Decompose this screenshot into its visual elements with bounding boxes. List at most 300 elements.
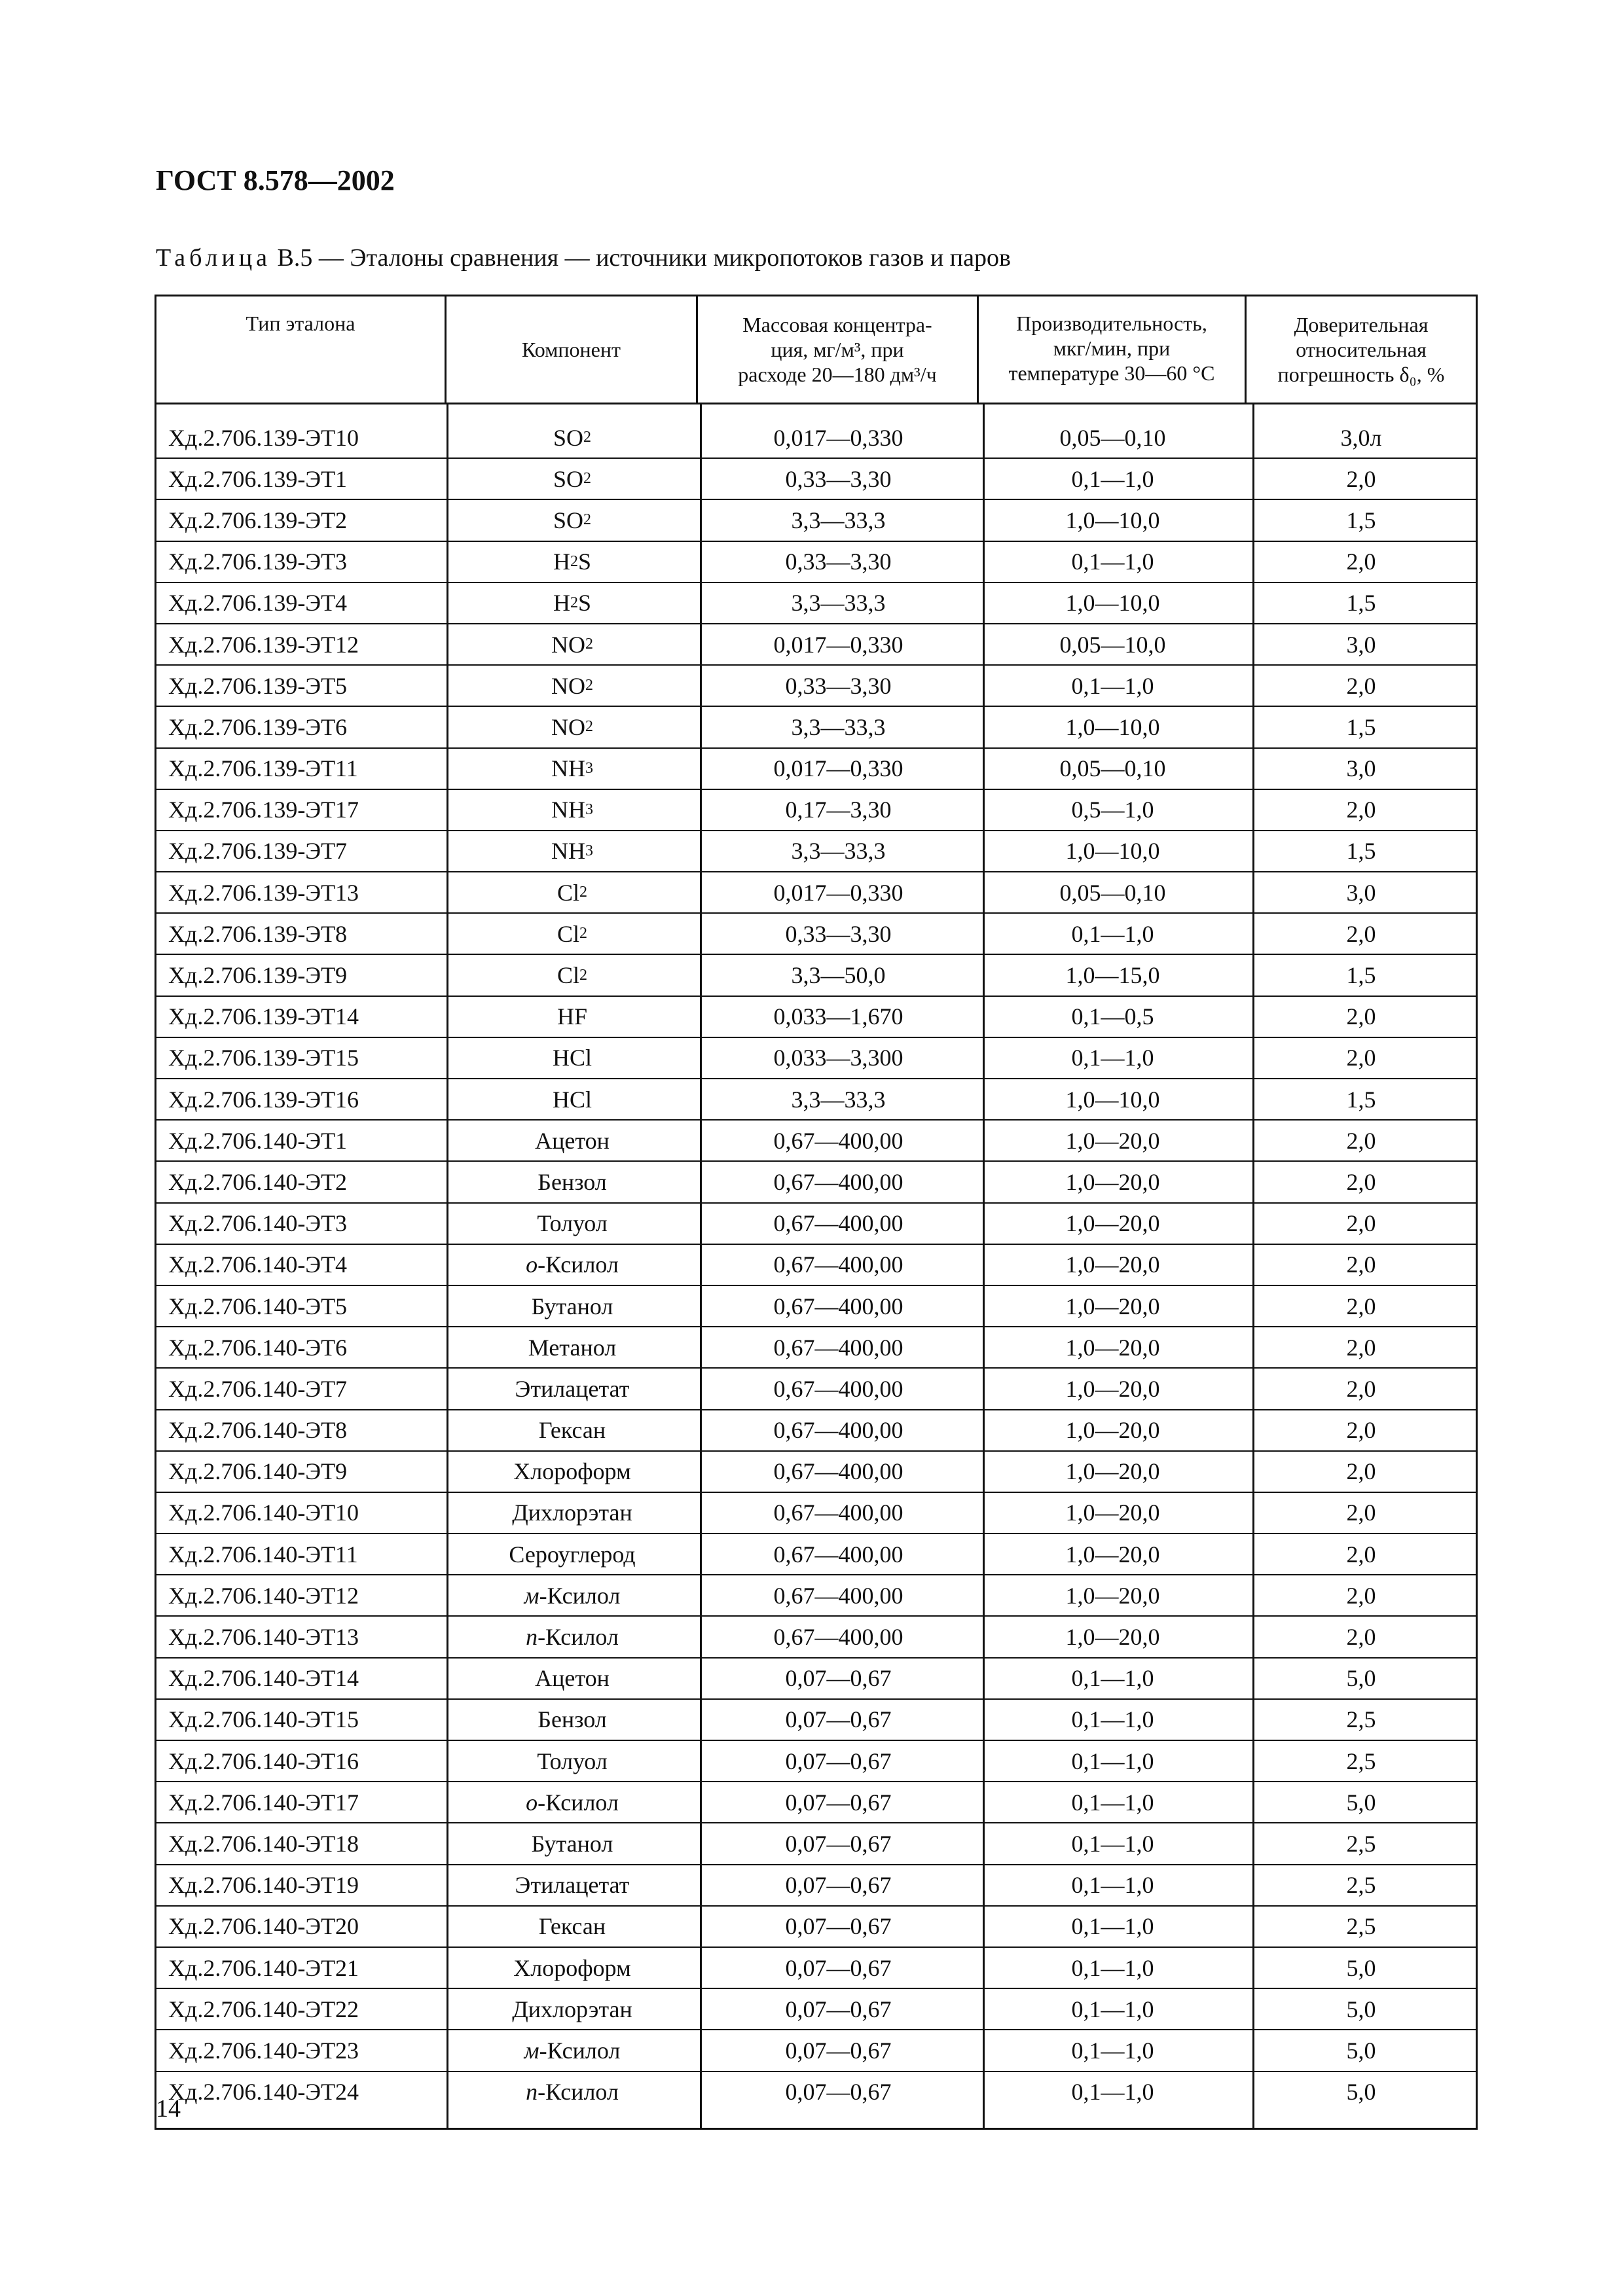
cell-type: Хд.2.706.140-ЭТ18 [168,1830,359,1857]
component-name: Гексан [538,1913,606,1940]
cell-type: Хд.2.706.140-ЭТ12 [168,1582,359,1609]
table-row [156,1907,1476,1948]
cell-type: Хд.2.706.140-ЭТ1 [168,1127,348,1154]
cell-component [447,1452,698,1492]
cell-type: Хд.2.706.139-ЭТ1 [168,465,348,492]
component-name: Cl [556,920,579,947]
table-row [156,418,1476,459]
component-name: SO [553,424,584,451]
cell-component [447,1989,698,2029]
cell-productivity: 0,1—1,0 [1071,548,1154,575]
cell-concentration: 0,67—400,00 [773,1499,903,1526]
cell-error: 2,5 [1346,1830,1376,1857]
cell-component [447,542,698,582]
cell-concentration: 0,67—400,00 [773,1624,903,1651]
cell-concentration: 0,07—0,67 [785,1954,892,1981]
component-name: SO [553,507,584,533]
cell-component [447,1121,698,1160]
component-subscript: 3 [585,800,593,818]
component-name: Хлороформ [513,1954,631,1981]
cell-type: Хд.2.706.140-ЭТ5 [168,1293,348,1319]
cell-productivity: 1,0—20,0 [1065,1293,1160,1319]
component-name: Бутанол [531,1293,613,1319]
cell-concentration: 0,67—400,00 [773,1127,903,1154]
component-subscript: 2 [579,966,587,984]
cell-concentration: 0,07—0,67 [785,2079,892,2106]
component-name: Толуол [537,1748,608,1774]
cell-concentration: 0,07—0,67 [785,1913,892,1940]
cell-component [447,1410,698,1450]
table-row [156,1327,1476,1369]
cell-productivity: 1,0—10,0 [1065,1086,1160,1113]
cell-productivity: 0,1—1,0 [1071,1665,1154,1692]
cell-concentration: 0,017—0,330 [773,879,903,906]
cell-concentration: 0,67—400,00 [773,1334,903,1361]
cell-component [447,955,698,995]
cell-component [447,2072,698,2112]
table-row [156,1286,1476,1327]
cell-concentration: 0,07—0,67 [785,1830,892,1857]
table-row [156,2030,1476,2072]
component-subscript: 2 [583,470,592,488]
cell-productivity: 0,1—1,0 [1071,1748,1154,1774]
cell-component [447,1782,698,1822]
header-productivity [979,296,1247,403]
cell-type: Хд.2.706.139-ЭТ14 [168,1003,359,1030]
component-name: NO [551,672,585,699]
cell-type: Хд.2.706.140-ЭТ10 [168,1499,359,1526]
component-subscript: 3 [585,759,593,777]
cell-component [447,1079,698,1119]
header-error-line-1: Доверительная [1294,313,1429,336]
cell-concentration: 3,3—33,3 [791,590,886,617]
component-prefix: п [526,1624,538,1651]
component-name: Сероуглерод [509,1541,636,1568]
component-name: HCl [552,1045,592,1071]
cell-productivity: 1,0—20,0 [1065,1582,1160,1609]
cell-type: Хд.2.706.139-ЭТ9 [168,962,348,989]
cell-type: Хд.2.706.140-ЭТ7 [168,1375,348,1402]
cell-productivity: 1,0—20,0 [1065,1251,1160,1278]
cell-productivity: 1,0—10,0 [1065,507,1160,533]
table-row [156,1369,1476,1410]
cell-error: 2,0 [1346,548,1376,575]
cell-concentration: 0,07—0,67 [785,2037,892,2064]
component-subscript: 2 [570,594,578,611]
table-caption [156,243,1011,272]
cell-type: Хд.2.706.139-ЭТ5 [168,672,348,699]
cell-type: Хд.2.706.139-ЭТ16 [168,1086,359,1113]
component-prefix: п [526,2079,538,2106]
table-row [156,707,1476,748]
cell-productivity: 0,1—1,0 [1071,2079,1154,2106]
cell-component [447,997,698,1037]
table-row [156,790,1476,831]
header-component: Компонент [447,296,698,403]
cell-type: Хд.2.706.139-ЭТ17 [168,797,359,823]
cell-concentration: 0,07—0,67 [785,1706,892,1733]
cell-component [447,1700,698,1740]
cell-concentration: 0,67—400,00 [773,1293,903,1319]
cell-productivity: 0,1—1,0 [1071,1789,1154,1816]
component-name: Этилацетат [515,1872,630,1899]
cell-error: 2,5 [1346,1748,1376,1774]
cell-productivity: 1,0—20,0 [1065,1541,1160,1568]
table-row [156,583,1476,624]
cell-type: Хд.2.706.140-ЭТ15 [168,1706,359,1733]
component-name: -Ксилол [538,2079,619,2106]
header-error [1247,296,1476,403]
cell-error: 1,5 [1346,1086,1376,1113]
component-name: Метанол [528,1334,617,1361]
cell-type: Хд.2.706.140-ЭТ11 [168,1541,358,1568]
cell-productivity: 1,0—10,0 [1065,590,1160,617]
cell-productivity: 0,05—0,10 [1059,879,1166,906]
component-tail: S [577,590,592,617]
table-row [156,914,1476,955]
cell-component [447,1865,698,1905]
table-row [156,542,1476,583]
cell-error: 2,0 [1346,1127,1376,1154]
cell-type: Хд.2.706.140-ЭТ22 [168,1996,359,2022]
header-productivity-line-3: температуре 30—60 °С [1008,361,1215,385]
cell-component [447,831,698,871]
cell-component [447,1204,698,1244]
cell-concentration: 0,07—0,67 [785,1665,892,1692]
cell-concentration: 3,3—33,3 [791,1086,886,1113]
cell-type: Хд.2.706.140-ЭТ16 [168,1748,359,1774]
table-body [156,404,1476,2128]
component-subscript: 2 [585,718,593,736]
cell-type: Хд.2.706.139-ЭТ12 [168,631,359,658]
cell-component [447,1948,698,1988]
cell-error: 3,0 [1346,631,1376,658]
cell-productivity: 1,0—10,0 [1065,838,1160,865]
cell-component [447,418,698,457]
component-prefix: о [526,1251,538,1278]
component-name: HF [556,1003,588,1030]
cell-error: 5,0 [1346,1996,1376,2022]
cell-component [447,2030,698,2070]
table-row [156,666,1476,707]
cell-concentration: 3,3—50,0 [791,962,886,989]
cell-concentration: 0,017—0,330 [773,755,903,782]
cell-error: 2,0 [1346,672,1376,699]
cell-productivity: 0,1—1,0 [1071,2037,1154,2064]
cell-productivity: 0,1—1,0 [1071,1996,1154,2022]
table-row [156,955,1476,996]
cell-type: Хд.2.706.140-ЭТ9 [168,1458,348,1485]
header-concentration-line-2: ция, мг/м³, при [771,338,904,361]
cell-concentration: 0,33—3,30 [785,465,892,492]
cell-error: 2,5 [1346,1913,1376,1940]
cell-error: 2,0 [1346,1458,1376,1485]
cell-productivity: 0,1—1,0 [1071,1830,1154,1857]
cell-component [447,914,698,954]
table-row [156,1038,1476,1079]
cell-type: Хд.2.706.140-ЭТ23 [168,2037,359,2064]
table-row [156,1823,1476,1865]
cell-error: 5,0 [1346,2079,1376,2106]
cell-concentration: 0,33—3,30 [785,920,892,947]
cell-productivity: 0,1—1,0 [1071,1954,1154,1981]
cell-type: Хд.2.706.139-ЭТ13 [168,879,359,906]
cell-concentration: 0,07—0,67 [785,1996,892,2022]
cell-component [447,707,698,747]
component-name: NH [551,755,585,782]
cell-concentration: 0,07—0,67 [785,1748,892,1774]
cell-type: Хд.2.706.140-ЭТ20 [168,1913,359,1940]
cell-type: Хд.2.706.140-ЭТ19 [168,1872,359,1899]
cell-component [447,1907,698,1946]
cell-component [447,459,698,499]
component-name: NH [551,797,585,823]
component-prefix: м [524,2037,539,2064]
cell-error: 1,5 [1346,590,1376,617]
component-name: Бутанол [531,1830,613,1857]
component-name: Бензол [538,1168,607,1195]
table-row [156,1410,1476,1452]
component-name: Cl [556,879,579,906]
cell-error: 2,0 [1346,920,1376,947]
cell-productivity: 0,1—1,0 [1071,1045,1154,1071]
cell-error: 1,5 [1346,713,1376,740]
cell-component [447,1038,698,1078]
table-row [156,2072,1476,2112]
component-subscript: 2 [583,511,592,529]
cell-type: Хд.2.706.140-ЭТ24 [168,2079,359,2106]
cell-error: 1,5 [1346,507,1376,533]
cell-component [447,1575,698,1615]
cell-concentration: 3,3—33,3 [791,838,886,865]
cell-concentration: 0,33—3,30 [785,548,892,575]
cell-error: 5,0 [1346,2037,1376,2064]
cell-concentration: 0,033—3,300 [773,1045,903,1071]
cell-error: 5,0 [1346,1954,1376,1981]
cell-concentration: 0,67—400,00 [773,1168,903,1195]
cell-component [447,1823,698,1863]
component-subscript: 2 [585,636,593,653]
cell-concentration: 0,07—0,67 [785,1872,892,1899]
component-name: -Ксилол [539,1582,621,1609]
component-name: HCl [552,1086,592,1113]
table-row [156,500,1476,541]
cell-error: 1,5 [1346,962,1376,989]
cell-type: Хд.2.706.139-ЭТ2 [168,507,348,533]
standards-table [155,295,1478,2130]
table-row [156,624,1476,666]
cell-type: Хд.2.706.139-ЭТ10 [168,424,359,451]
page-number: 14 [156,2095,181,2123]
cell-productivity: 0,1—0,5 [1071,1003,1154,1030]
table-row [156,1741,1476,1782]
table-row [156,1865,1476,1907]
header-concentration-line-3: расходе 20—180 дм³/ч [738,363,937,386]
cell-component [447,1286,698,1326]
header-productivity-line-2: мкг/мин, при [1053,336,1171,360]
cell-productivity: 0,1—1,0 [1071,1872,1154,1899]
cell-error: 1,5 [1346,838,1376,865]
cell-component [447,1534,698,1574]
cell-error: 3,0 [1346,879,1376,906]
component-subscript: 2 [579,925,587,942]
cell-productivity: 1,0—20,0 [1065,1168,1160,1195]
cell-productivity: 1,0—10,0 [1065,713,1160,740]
cell-productivity: 1,0—20,0 [1065,1127,1160,1154]
cell-type: Хд.2.706.140-ЭТ2 [168,1168,348,1195]
cell-error: 2,5 [1346,1706,1376,1733]
component-name: -Ксилол [538,1624,619,1651]
cell-concentration: 0,17—3,30 [785,797,892,823]
cell-type: Хд.2.706.140-ЭТ21 [168,1954,359,1981]
table-row [156,1700,1476,1741]
header-error-line-3: погрешность δ₀, % [1277,363,1445,386]
cell-concentration: 0,67—400,00 [773,1582,903,1609]
table-row [156,1079,1476,1121]
table-row [156,749,1476,790]
cell-productivity: 1,0—20,0 [1065,1417,1160,1444]
component-name: Хлороформ [513,1458,631,1485]
cell-type: Хд.2.706.139-ЭТ8 [168,920,348,947]
cell-component [447,790,698,830]
cell-concentration: 0,017—0,330 [773,424,903,451]
table-row [156,872,1476,914]
cell-component [447,1741,698,1781]
cell-productivity: 1,0—20,0 [1065,1375,1160,1402]
cell-component [447,1327,698,1367]
cell-productivity: 0,1—1,0 [1071,920,1154,947]
header-productivity-line-1: Производительность, [1016,312,1207,335]
cell-productivity: 1,0—15,0 [1065,962,1160,989]
cell-concentration: 0,033—1,670 [773,1003,903,1030]
table-row [156,1617,1476,1658]
component-name: Ацетон [535,1127,610,1154]
cell-error: 5,0 [1346,1789,1376,1816]
cell-type: Хд.2.706.140-ЭТ8 [168,1417,348,1444]
cell-error: 2,0 [1346,1045,1376,1071]
cell-type: Хд.2.706.139-ЭТ15 [168,1045,359,1071]
cell-type: Хд.2.706.140-ЭТ6 [168,1334,348,1361]
table-row [156,1204,1476,1245]
component-name: Этилацетат [515,1375,630,1402]
component-name: H [553,548,570,575]
cell-productivity: 0,05—10,0 [1059,631,1166,658]
cell-type: Хд.2.706.140-ЭТ13 [168,1624,359,1651]
component-name: Бензол [538,1706,607,1733]
component-name: Ацетон [535,1665,610,1692]
cell-productivity: 1,0—20,0 [1065,1458,1160,1485]
cell-productivity: 0,05—0,10 [1059,755,1166,782]
component-name: Дихлорэтан [512,1996,632,2022]
table-header-row [156,296,1476,404]
cell-concentration: 0,67—400,00 [773,1458,903,1485]
cell-concentration: 0,017—0,330 [773,631,903,658]
cell-error: 2,0 [1346,1293,1376,1319]
cell-component [447,1493,698,1533]
cell-error: 2,0 [1346,1541,1376,1568]
component-name: NH [551,838,585,865]
cell-type: Хд.2.706.139-ЭТ3 [168,548,348,575]
cell-productivity: 1,0—20,0 [1065,1499,1160,1526]
cell-error: 3,0 [1346,755,1376,782]
cell-concentration: 0,07—0,67 [785,1789,892,1816]
cell-concentration: 0,33—3,30 [785,672,892,699]
cell-productivity: 0,1—1,0 [1071,1913,1154,1940]
component-subscript: 3 [585,842,593,859]
cell-concentration: 0,67—400,00 [773,1541,903,1568]
component-name: -Ксилол [539,2037,621,2064]
cell-component [447,1162,698,1202]
cell-component [447,1369,698,1408]
cell-productivity: 0,5—1,0 [1071,797,1154,823]
component-subscript: 2 [583,429,592,446]
component-prefix: м [524,1582,539,1609]
cell-error: 2,0 [1346,1251,1376,1278]
document-header: ГОСТ 8.578—2002 [156,164,395,196]
cell-error: 2,0 [1346,797,1376,823]
cell-component [447,666,698,706]
table-row [156,1121,1476,1162]
cell-type: Хд.2.706.140-ЭТ14 [168,1665,359,1692]
table-caption-text: В.5 — Эталоны сравнения — источники микропотоков газов и паров [271,244,1011,272]
table-row [156,1782,1476,1823]
table-caption-label: Таблица [156,244,272,272]
cell-error: 2,0 [1346,1375,1376,1402]
component-subscript: 2 [585,677,593,694]
cell-concentration: 0,67—400,00 [773,1210,903,1237]
header-error-line-2: относительная [1296,338,1427,361]
cell-error: 2,0 [1346,1624,1376,1651]
cell-component [447,500,698,540]
cell-component [447,1245,698,1285]
cell-type: Хд.2.706.140-ЭТ3 [168,1210,348,1237]
cell-type: Хд.2.706.139-ЭТ4 [168,590,348,617]
header-type: Тип эталона [156,296,447,403]
cell-error: 2,0 [1346,1582,1376,1609]
header-concentration-line-1: Массовая концентра- [742,313,932,336]
table-row [156,997,1476,1038]
table-row [156,1659,1476,1700]
cell-concentration: 3,3—33,3 [791,713,886,740]
cell-concentration: 0,67—400,00 [773,1375,903,1402]
component-name: NO [551,713,585,740]
cell-error: 2,0 [1346,465,1376,492]
cell-error: 5,0 [1346,1665,1376,1692]
cell-productivity: 1,0—20,0 [1065,1210,1160,1237]
cell-error: 2,0 [1346,1210,1376,1237]
cell-component [447,624,698,664]
table-row [156,1989,1476,2030]
table-row [156,1948,1476,1989]
cell-type: Хд.2.706.140-ЭТ4 [168,1251,348,1278]
component-subscript: 2 [579,884,587,901]
table-row [156,459,1476,500]
table-row [156,1452,1476,1493]
cell-error: 2,0 [1346,1003,1376,1030]
header-concentration [698,296,979,403]
table-row [156,1493,1476,1534]
cell-type: Хд.2.706.140-ЭТ17 [168,1789,359,1816]
cell-concentration: 3,3—33,3 [791,507,886,533]
component-subscript: 2 [570,552,578,570]
table-row [156,1534,1476,1575]
component-prefix: о [526,1789,538,1816]
cell-error: 2,0 [1346,1499,1376,1526]
cell-productivity: 0,1—1,0 [1071,1706,1154,1733]
cell-error: 2,0 [1346,1168,1376,1195]
cell-type: Хд.2.706.139-ЭТ11 [168,755,358,782]
cell-productivity: 0,1—1,0 [1071,465,1154,492]
